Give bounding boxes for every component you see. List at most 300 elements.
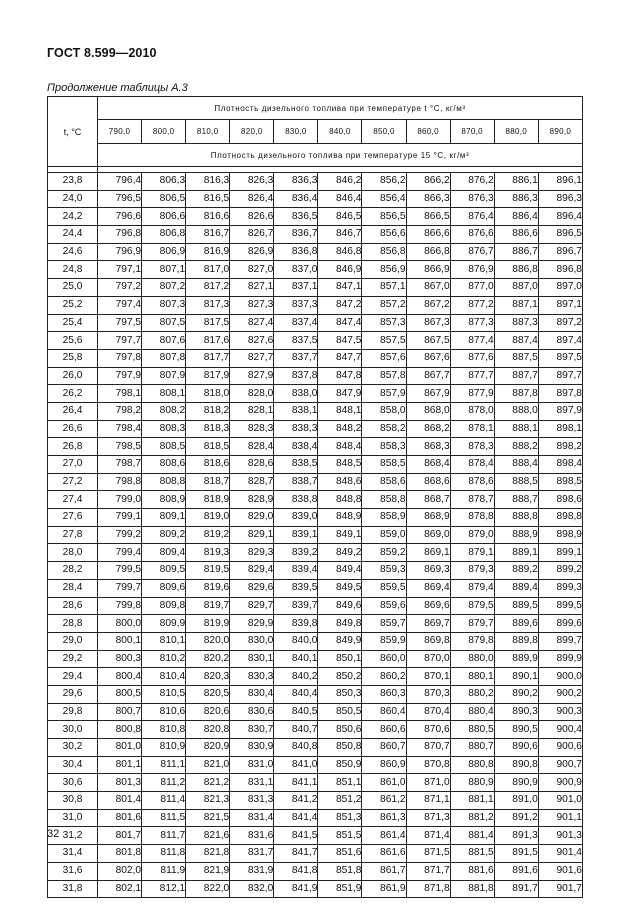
table-row — [48, 685, 583, 703]
density-cell: 800,7 — [98, 703, 142, 721]
density-cell: 839,1 — [274, 526, 318, 544]
density-cell: 867,3 — [406, 314, 450, 332]
density-cell: 810,1 — [142, 632, 186, 650]
table-row — [48, 473, 583, 491]
density-cell: 821,3 — [186, 792, 230, 810]
density-cell: 901,6 — [538, 862, 582, 880]
density-cell: 840,1 — [274, 650, 318, 668]
density-cell: 848,1 — [318, 402, 362, 420]
density-cell: 838,1 — [274, 402, 318, 420]
density-cell: 841,7 — [274, 845, 318, 863]
temperature-cell: 26,8 — [48, 438, 98, 456]
density-cell: 808,5 — [142, 438, 186, 456]
density-cell: 877,0 — [450, 279, 494, 297]
density-cell: 827,7 — [230, 349, 274, 367]
density-cell: 847,9 — [318, 385, 362, 403]
temperature-cell: 24,8 — [48, 261, 98, 279]
density-cell: 798,4 — [98, 420, 142, 438]
density-cell: 837,4 — [274, 314, 318, 332]
density-cell: 896,7 — [538, 243, 582, 261]
density-cell: 878,7 — [450, 491, 494, 509]
density-cell: 891,6 — [494, 862, 538, 880]
density-cell: 827,3 — [230, 296, 274, 314]
density-cell: 811,8 — [142, 845, 186, 863]
density-cell: 820,5 — [186, 685, 230, 703]
density-cell: 857,9 — [362, 385, 406, 403]
density-cell: 860,0 — [362, 650, 406, 668]
density-cell: 829,3 — [230, 544, 274, 562]
density-cell: 886,6 — [494, 226, 538, 244]
table-row — [48, 243, 583, 261]
density-cell: 901,7 — [538, 880, 582, 898]
density-cell: 838,7 — [274, 473, 318, 491]
density-cell: 871,7 — [406, 862, 450, 880]
density-cell: 870,7 — [406, 739, 450, 757]
density-cell: 890,5 — [494, 721, 538, 739]
density-cell: 827,0 — [230, 261, 274, 279]
density-cell: 809,6 — [142, 579, 186, 597]
temperature-cell: 25,0 — [48, 279, 98, 297]
density-cell: 856,4 — [362, 190, 406, 208]
density-cell: 860,2 — [362, 668, 406, 686]
density-cell: 890,2 — [494, 685, 538, 703]
density-cell: 849,8 — [318, 615, 362, 633]
density-cell: 870,8 — [406, 756, 450, 774]
temperature-cell: 27,6 — [48, 509, 98, 527]
density-cell: 839,7 — [274, 597, 318, 615]
density-cell: 868,3 — [406, 438, 450, 456]
density-cell: 871,4 — [406, 827, 450, 845]
table-row — [48, 880, 583, 898]
density-cell: 848,2 — [318, 420, 362, 438]
density-columns-row — [48, 120, 583, 144]
density-cell: 816,9 — [186, 243, 230, 261]
density-cell: 796,8 — [98, 226, 142, 244]
table-row — [48, 208, 583, 226]
density-cell: 811,1 — [142, 756, 186, 774]
density-cell: 799,8 — [98, 597, 142, 615]
density-cell: 849,6 — [318, 597, 362, 615]
density-cell: 801,1 — [98, 756, 142, 774]
density-cell: 850,5 — [318, 703, 362, 721]
density-cell: 848,8 — [318, 491, 362, 509]
table-row — [48, 332, 583, 350]
density-cell: 799,4 — [98, 544, 142, 562]
table-row — [48, 668, 583, 686]
temperature-cell: 24,0 — [48, 190, 98, 208]
table-row — [48, 367, 583, 385]
density-cell: 831,3 — [230, 792, 274, 810]
density-cell: 869,8 — [406, 632, 450, 650]
density-cell: 887,3 — [494, 314, 538, 332]
density-cell: 858,8 — [362, 491, 406, 509]
density-cell: 888,0 — [494, 402, 538, 420]
table-row — [48, 420, 583, 438]
density-cell: 827,9 — [230, 367, 274, 385]
density-cell: 828,0 — [230, 385, 274, 403]
density-cell: 889,4 — [494, 579, 538, 597]
density-cell: 868,9 — [406, 509, 450, 527]
density-cell: 898,6 — [538, 491, 582, 509]
density-cell: 900,9 — [538, 774, 582, 792]
density-cell: 829,9 — [230, 615, 274, 633]
density-cell: 841,0 — [274, 756, 318, 774]
density-cell: 806,5 — [142, 190, 186, 208]
density-cell: 851,5 — [318, 827, 362, 845]
density-cell: 828,4 — [230, 438, 274, 456]
density-cell: 851,2 — [318, 792, 362, 810]
density-cell: 887,5 — [494, 349, 538, 367]
density-cell: 898,2 — [538, 438, 582, 456]
density-cell: 830,3 — [230, 668, 274, 686]
density-cell: 898,4 — [538, 456, 582, 474]
density-cell: 897,9 — [538, 402, 582, 420]
density-cell: 798,1 — [98, 385, 142, 403]
density-cell: 891,0 — [494, 792, 538, 810]
density-cell: 850,1 — [318, 650, 362, 668]
density-cell: 896,8 — [538, 261, 582, 279]
density-cell: 799,5 — [98, 562, 142, 580]
density-table — [47, 96, 583, 898]
density-cell: 860,3 — [362, 685, 406, 703]
density-cell: 801,4 — [98, 792, 142, 810]
density-cell: 796,5 — [98, 190, 142, 208]
density-cell: 819,3 — [186, 544, 230, 562]
density-cell: 809,8 — [142, 597, 186, 615]
table-row — [48, 402, 583, 420]
density-cell: 812,1 — [142, 880, 186, 898]
table-row — [48, 544, 583, 562]
density-cell: 859,6 — [362, 597, 406, 615]
density-cell: 859,0 — [362, 526, 406, 544]
density-cell: 861,7 — [362, 862, 406, 880]
density-cell: 810,8 — [142, 721, 186, 739]
density-cell: 839,2 — [274, 544, 318, 562]
density-cell: 859,9 — [362, 632, 406, 650]
density-cell: 899,1 — [538, 544, 582, 562]
table-row — [48, 349, 583, 367]
density-cell: 881,8 — [450, 880, 494, 898]
density-cell: 868,6 — [406, 473, 450, 491]
temperature-cell: 24,6 — [48, 243, 98, 261]
density-cell: 836,8 — [274, 243, 318, 261]
density-column-header: 830,0 — [274, 120, 318, 144]
density-cell: 879,5 — [450, 597, 494, 615]
temperature-cell: 30,8 — [48, 792, 98, 810]
density-cell: 898,1 — [538, 420, 582, 438]
density-cell: 861,2 — [362, 792, 406, 810]
table-row — [48, 792, 583, 810]
density-cell: 869,0 — [406, 526, 450, 544]
density-cell: 848,4 — [318, 438, 362, 456]
density-cell: 818,6 — [186, 456, 230, 474]
density-cell: 867,2 — [406, 296, 450, 314]
density-cell: 837,5 — [274, 332, 318, 350]
density-cell: 799,7 — [98, 579, 142, 597]
density-cell: 831,9 — [230, 862, 274, 880]
density-cell: 890,3 — [494, 703, 538, 721]
density-cell: 829,4 — [230, 562, 274, 580]
density-cell: 866,8 — [406, 243, 450, 261]
density-cell: 859,2 — [362, 544, 406, 562]
temperature-cell: 29,8 — [48, 703, 98, 721]
density-cell: 828,1 — [230, 402, 274, 420]
table-row — [48, 173, 583, 191]
density-cell: 849,1 — [318, 526, 362, 544]
table-row — [48, 456, 583, 474]
density-cell: 880,2 — [450, 685, 494, 703]
density-cell: 819,9 — [186, 615, 230, 633]
density-cell: 870,6 — [406, 721, 450, 739]
density-cell: 890,6 — [494, 739, 538, 757]
density-cell: 806,8 — [142, 226, 186, 244]
density-cell: 867,0 — [406, 279, 450, 297]
density-cell: 797,7 — [98, 332, 142, 350]
density-cell: 898,5 — [538, 473, 582, 491]
density-cell: 881,1 — [450, 792, 494, 810]
density-cell: 867,5 — [406, 332, 450, 350]
density-cell: 841,8 — [274, 862, 318, 880]
density-cell: 807,6 — [142, 332, 186, 350]
density-cell: 899,6 — [538, 615, 582, 633]
density-cell: 891,5 — [494, 845, 538, 863]
density-cell: 856,2 — [362, 173, 406, 191]
density-cell: 881,6 — [450, 862, 494, 880]
density-cell: 816,7 — [186, 226, 230, 244]
density-cell: 857,2 — [362, 296, 406, 314]
density-cell: 816,6 — [186, 208, 230, 226]
density-cell: 829,6 — [230, 579, 274, 597]
density-cell: 797,8 — [98, 349, 142, 367]
density-cell: 819,7 — [186, 597, 230, 615]
density-cell: 810,9 — [142, 739, 186, 757]
density-cell: 840,2 — [274, 668, 318, 686]
temperature-cell: 28,4 — [48, 579, 98, 597]
density-cell: 878,0 — [450, 402, 494, 420]
density-cell: 889,5 — [494, 597, 538, 615]
density-cell: 800,3 — [98, 650, 142, 668]
density-cell: 896,1 — [538, 173, 582, 191]
density-cell: 889,1 — [494, 544, 538, 562]
density-cell: 806,3 — [142, 173, 186, 191]
density-cell: 847,5 — [318, 332, 362, 350]
density-cell: 820,3 — [186, 668, 230, 686]
density-cell: 828,6 — [230, 456, 274, 474]
table-row — [48, 615, 583, 633]
density-cell: 831,0 — [230, 756, 274, 774]
temperature-cell: 29,0 — [48, 632, 98, 650]
density-cell: 897,1 — [538, 296, 582, 314]
table-row — [48, 809, 583, 827]
density-cell: 807,9 — [142, 367, 186, 385]
density-cell: 798,7 — [98, 456, 142, 474]
density-cell: 809,4 — [142, 544, 186, 562]
density-column-header: 850,0 — [362, 120, 406, 144]
density-cell: 837,1 — [274, 279, 318, 297]
density-cell: 846,7 — [318, 226, 362, 244]
density-cell: 817,2 — [186, 279, 230, 297]
density-cell: 821,9 — [186, 862, 230, 880]
density-cell: 819,6 — [186, 579, 230, 597]
density-cell: 856,8 — [362, 243, 406, 261]
density-cell: 860,4 — [362, 703, 406, 721]
temperature-cell: 25,6 — [48, 332, 98, 350]
density-cell: 869,1 — [406, 544, 450, 562]
density-cell: 797,4 — [98, 296, 142, 314]
density-cell: 876,9 — [450, 261, 494, 279]
density-cell: 808,2 — [142, 402, 186, 420]
temperature-cell: 25,4 — [48, 314, 98, 332]
density-cell: 831,7 — [230, 845, 274, 863]
density-cell: 877,9 — [450, 385, 494, 403]
density-at-t-header: Плотность дизельного топлива при температуре t °С, кг/м³ — [98, 97, 583, 120]
density-cell: 897,0 — [538, 279, 582, 297]
temperature-cell: 26,4 — [48, 402, 98, 420]
density-cell: 841,9 — [274, 880, 318, 898]
density-cell: 831,6 — [230, 827, 274, 845]
density-cell: 890,9 — [494, 774, 538, 792]
density-cell: 866,3 — [406, 190, 450, 208]
temperature-cell: 30,0 — [48, 721, 98, 739]
density-cell: 851,1 — [318, 774, 362, 792]
density-cell: 878,1 — [450, 420, 494, 438]
temperature-cell: 31,0 — [48, 809, 98, 827]
table-row — [48, 438, 583, 456]
density-cell: 820,9 — [186, 739, 230, 757]
density-cell: 871,3 — [406, 809, 450, 827]
table-row — [48, 703, 583, 721]
page-number: 32 — [47, 828, 60, 840]
density-cell: 898,8 — [538, 509, 582, 527]
density-cell: 841,2 — [274, 792, 318, 810]
density-cell: 819,5 — [186, 562, 230, 580]
density-cell: 808,6 — [142, 456, 186, 474]
density-cell: 871,1 — [406, 792, 450, 810]
density-cell: 807,5 — [142, 314, 186, 332]
density-cell: 888,1 — [494, 420, 538, 438]
density-cell: 801,3 — [98, 774, 142, 792]
temperature-cell: 23,8 — [48, 173, 98, 191]
table-row — [48, 226, 583, 244]
density-cell: 801,7 — [98, 827, 142, 845]
density-cell: 796,9 — [98, 243, 142, 261]
density-cell: 798,5 — [98, 438, 142, 456]
temperature-cell: 28,0 — [48, 544, 98, 562]
density-cell: 881,2 — [450, 809, 494, 827]
density-cell: 841,4 — [274, 809, 318, 827]
temperature-cell: 27,8 — [48, 526, 98, 544]
density-cell: 867,6 — [406, 349, 450, 367]
density-cell: 818,0 — [186, 385, 230, 403]
density-cell: 880,9 — [450, 774, 494, 792]
density-cell: 819,0 — [186, 509, 230, 527]
density-cell: 890,1 — [494, 668, 538, 686]
density-cell: 856,5 — [362, 208, 406, 226]
table-row — [48, 385, 583, 403]
density-cell: 898,9 — [538, 526, 582, 544]
density-cell: 810,2 — [142, 650, 186, 668]
density-cell: 817,0 — [186, 261, 230, 279]
density-cell: 881,4 — [450, 827, 494, 845]
table-row — [48, 739, 583, 757]
density-cell: 847,2 — [318, 296, 362, 314]
density-cell: 799,1 — [98, 509, 142, 527]
density-cell: 859,5 — [362, 579, 406, 597]
density-cell: 867,7 — [406, 367, 450, 385]
density-cell: 888,2 — [494, 438, 538, 456]
density-cell: 851,6 — [318, 845, 362, 863]
density-cell: 808,9 — [142, 491, 186, 509]
density-cell: 901,0 — [538, 792, 582, 810]
density-cell: 878,4 — [450, 456, 494, 474]
density-cell: 897,7 — [538, 367, 582, 385]
density-cell: 851,9 — [318, 880, 362, 898]
temperature-cell: 29,6 — [48, 685, 98, 703]
density-cell: 861,3 — [362, 809, 406, 827]
density-cell: 826,9 — [230, 243, 274, 261]
density-cell: 809,1 — [142, 509, 186, 527]
temperature-cell: 27,4 — [48, 491, 98, 509]
density-cell: 847,1 — [318, 279, 362, 297]
temperature-cell: 30,4 — [48, 756, 98, 774]
density-cell: 891,3 — [494, 827, 538, 845]
density-cell: 886,7 — [494, 243, 538, 261]
temperature-cell: 26,6 — [48, 420, 98, 438]
temperature-cell: 28,6 — [48, 597, 98, 615]
density-cell: 821,6 — [186, 827, 230, 845]
density-cell: 857,6 — [362, 349, 406, 367]
density-column-header: 890,0 — [538, 120, 582, 144]
table-body — [48, 167, 583, 898]
density-cell: 879,0 — [450, 526, 494, 544]
table-row — [48, 632, 583, 650]
density-cell: 869,3 — [406, 562, 450, 580]
density-cell: 871,5 — [406, 845, 450, 863]
density-cell: 886,4 — [494, 208, 538, 226]
density-cell: 858,9 — [362, 509, 406, 527]
table-row — [48, 261, 583, 279]
density-cell: 876,7 — [450, 243, 494, 261]
density-cell: 858,0 — [362, 402, 406, 420]
density-column-header: 790,0 — [98, 120, 142, 144]
density-cell: 801,8 — [98, 845, 142, 863]
density-cell: 860,7 — [362, 739, 406, 757]
temperature-cell: 25,8 — [48, 349, 98, 367]
density-cell: 880,4 — [450, 703, 494, 721]
temperature-cell: 30,6 — [48, 774, 98, 792]
density-cell: 861,0 — [362, 774, 406, 792]
density-cell: 900,7 — [538, 756, 582, 774]
density-cell: 861,4 — [362, 827, 406, 845]
table-row — [48, 862, 583, 880]
density-cell: 901,1 — [538, 809, 582, 827]
density-cell: 849,5 — [318, 579, 362, 597]
density-cell: 826,7 — [230, 226, 274, 244]
density-cell: 837,8 — [274, 367, 318, 385]
density-cell: 829,0 — [230, 509, 274, 527]
density-cell: 879,4 — [450, 579, 494, 597]
density-cell: 868,7 — [406, 491, 450, 509]
density-cell: 871,8 — [406, 880, 450, 898]
density-cell: 838,0 — [274, 385, 318, 403]
density-cell: 900,0 — [538, 668, 582, 686]
density-cell: 880,1 — [450, 668, 494, 686]
density-cell: 797,9 — [98, 367, 142, 385]
density-cell: 809,9 — [142, 615, 186, 633]
density-cell: 808,3 — [142, 420, 186, 438]
density-cell: 866,9 — [406, 261, 450, 279]
density-cell: 878,8 — [450, 509, 494, 527]
